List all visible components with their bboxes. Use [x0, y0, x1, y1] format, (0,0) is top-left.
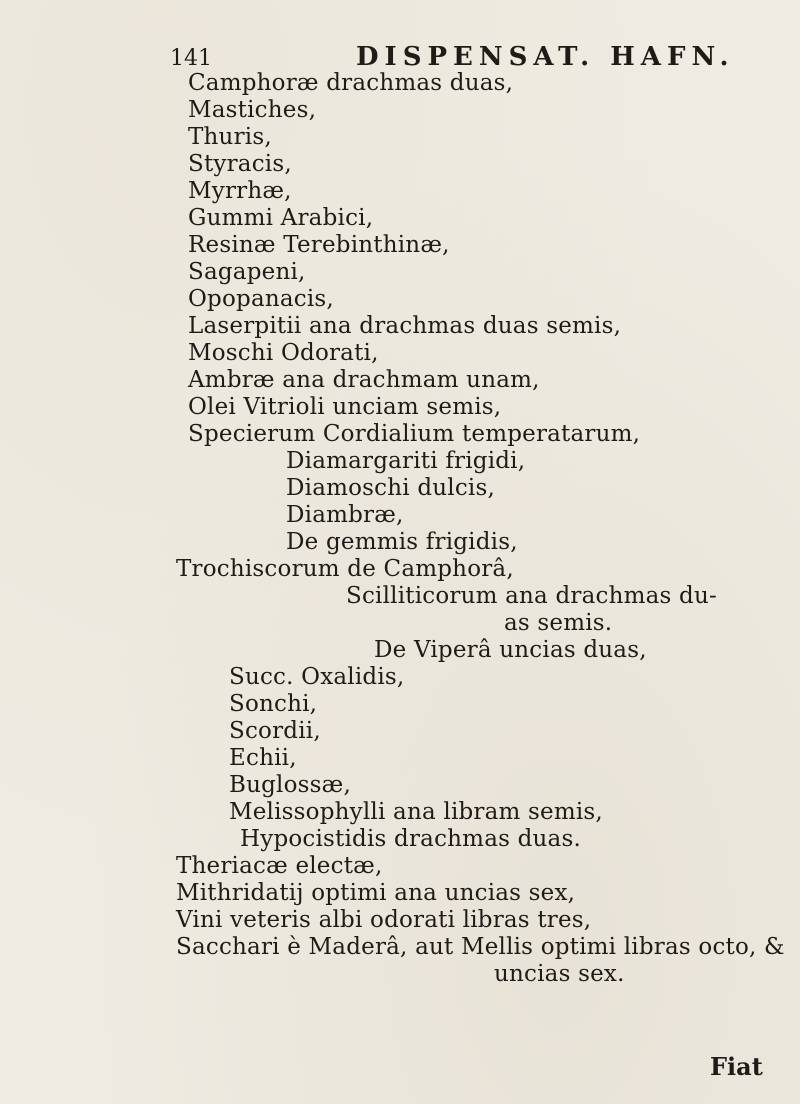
text-line: Gummi Arabici, [188, 205, 374, 231]
text-line: Mithridatij optimi ana uncias sex, [176, 880, 576, 906]
text-line: Diamargariti frigidi, [286, 448, 526, 474]
text-line: Vini veteris albi odorati libras tres, [176, 907, 592, 933]
text-line: Buglossæ, [229, 772, 351, 798]
text-line: Diambræ, [286, 502, 404, 528]
text-line: Camphoræ drachmas duas, [188, 70, 514, 96]
text-line: Echii, [229, 745, 297, 771]
text-line: Scordii, [229, 718, 321, 744]
text-line: Laserpitii ana drachmas duas semis, [188, 313, 622, 339]
text-line: Thuris, [188, 124, 272, 150]
text-line: Sacchari è Maderâ, aut Mellis optimi libras octo, & [176, 934, 785, 960]
catchword: Fiat [710, 1052, 763, 1081]
text-line: Moschi Odorati, [188, 340, 379, 366]
text-line: Opopanacis, [188, 286, 334, 312]
text-line: Myrrhæ, [188, 178, 292, 204]
text-line: Melissophylli ana libram semis, [229, 799, 603, 825]
page-number: 141 [170, 46, 212, 71]
text-line: Trochiscorum de Camphorâ, [176, 556, 514, 582]
text-line: Sagapeni, [188, 259, 306, 285]
text-line: Theriacæ electæ, [176, 853, 383, 879]
text-line: Hypocistidis drachmas duas. [240, 826, 581, 852]
text-line: Styracis, [188, 151, 292, 177]
text-line: Mastiches, [188, 97, 317, 123]
text-line: Resinæ Terebinthinæ, [188, 232, 450, 258]
running-head: DISPENSAT. HAFN. [356, 42, 735, 72]
text-line: De Viperâ uncias duas, [374, 637, 647, 663]
text-line: Ambræ ana drachmam unam, [188, 367, 540, 393]
text-line: De gemmis frigidis, [286, 529, 518, 555]
text-line: Sonchi, [229, 691, 318, 717]
text-line: as semis. [504, 610, 613, 636]
text-line: Specierum Cordialium temperatarum, [188, 421, 641, 447]
text-line: Succ. Oxalidis, [229, 664, 405, 690]
text-line: uncias sex. [494, 961, 625, 987]
text-line: Scilliticorum ana drachmas du- [346, 583, 717, 609]
text-line: Olei Vitrioli unciam semis, [188, 394, 502, 420]
text-line: Diamoschi dulcis, [286, 475, 495, 501]
